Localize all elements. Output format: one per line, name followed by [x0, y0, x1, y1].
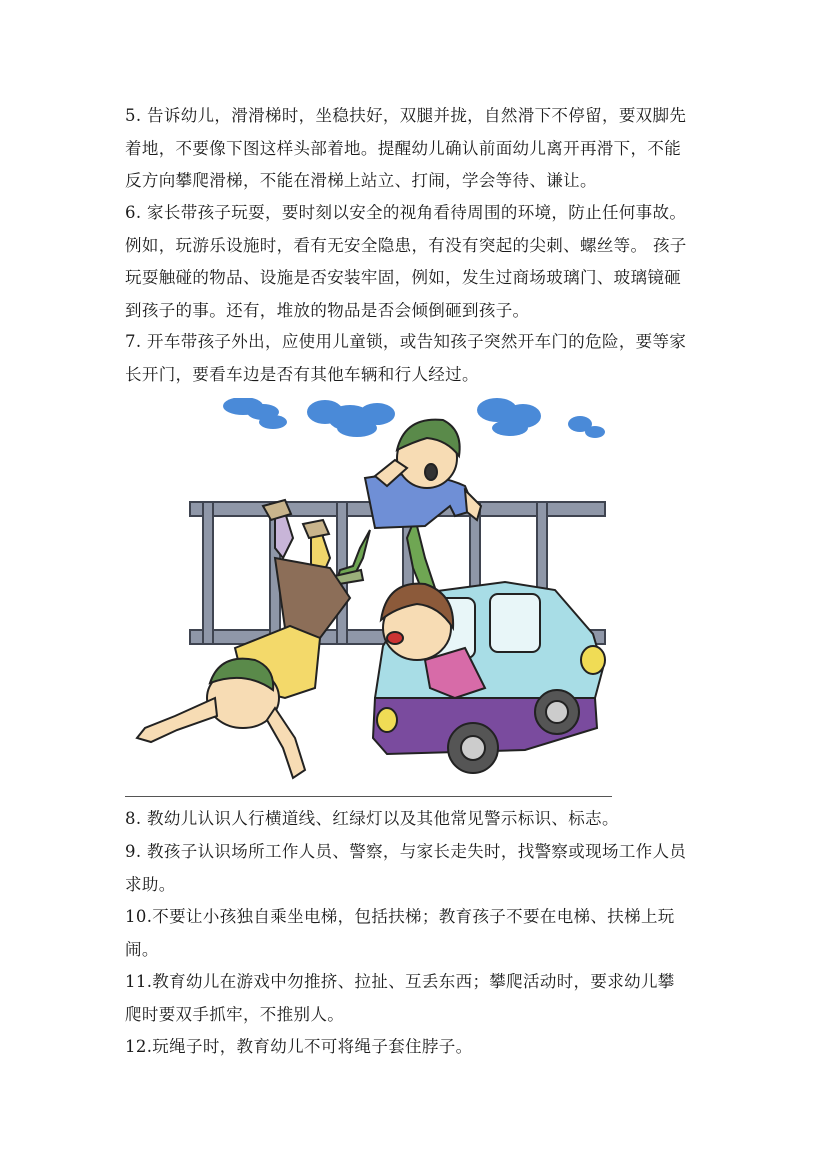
- paragraph-11: 11.教育幼儿在游戏中勿推挤、拉扯、互丢东西；攀爬活动时，要求幼儿攀爬时要双手抓牢，不推别人。: [125, 972, 675, 1024]
- paragraph-12: 12.玩绳子时，教育幼儿不可将绳子套住脖子。: [125, 1037, 473, 1056]
- paragraph-6: 6. 家长带孩子玩耍，要时刻以安全的视角看待周围的环境，防止任何事故。例如，玩游乐设施时，看有无安全隐患，有没有突起的尖刺、螺丝等。 孩子玩耍触碰的物品、设施是否安装牢固，例如，发生过商场玻璃门、玻璃镜砸到孩子的事。还有，堆放的物品是否会倾倒砸到孩子。: [125, 203, 687, 320]
- paragraph-8: 8. 教幼儿认识人行横道线、红绿灯以及其他常见警示标识、标志。: [125, 809, 619, 828]
- paragraph-9: 9. 教孩子认识场所工作人员、警察，与家长走失时，找警察或现场工作人员求助。: [125, 842, 687, 894]
- safety-illustration: [125, 398, 613, 798]
- figure-baseline: [125, 796, 612, 797]
- paragraph-5: 5. 告诉幼儿，滑滑梯时，坐稳扶好，双腿并拢，自然滑下不停留，要双脚先着地，不要像下图这样头部着地。提醒幼儿确认前面幼儿离开再滑下，不能反方向攀爬滑梯，不能在滑梯上站立、打闹，学会等待、谦让。: [125, 106, 687, 190]
- paragraph-10: 10.不要让小孩独自乘坐电梯，包括扶梯；教育孩子不要在电梯、扶梯上玩闹。: [125, 907, 675, 959]
- paragraph-7: 7. 开车带孩子外出，应使用儿童锁，或告知孩子突然开车门的危险，要等家长开门，要看车边是否有其他车辆和行人经过。: [125, 332, 687, 384]
